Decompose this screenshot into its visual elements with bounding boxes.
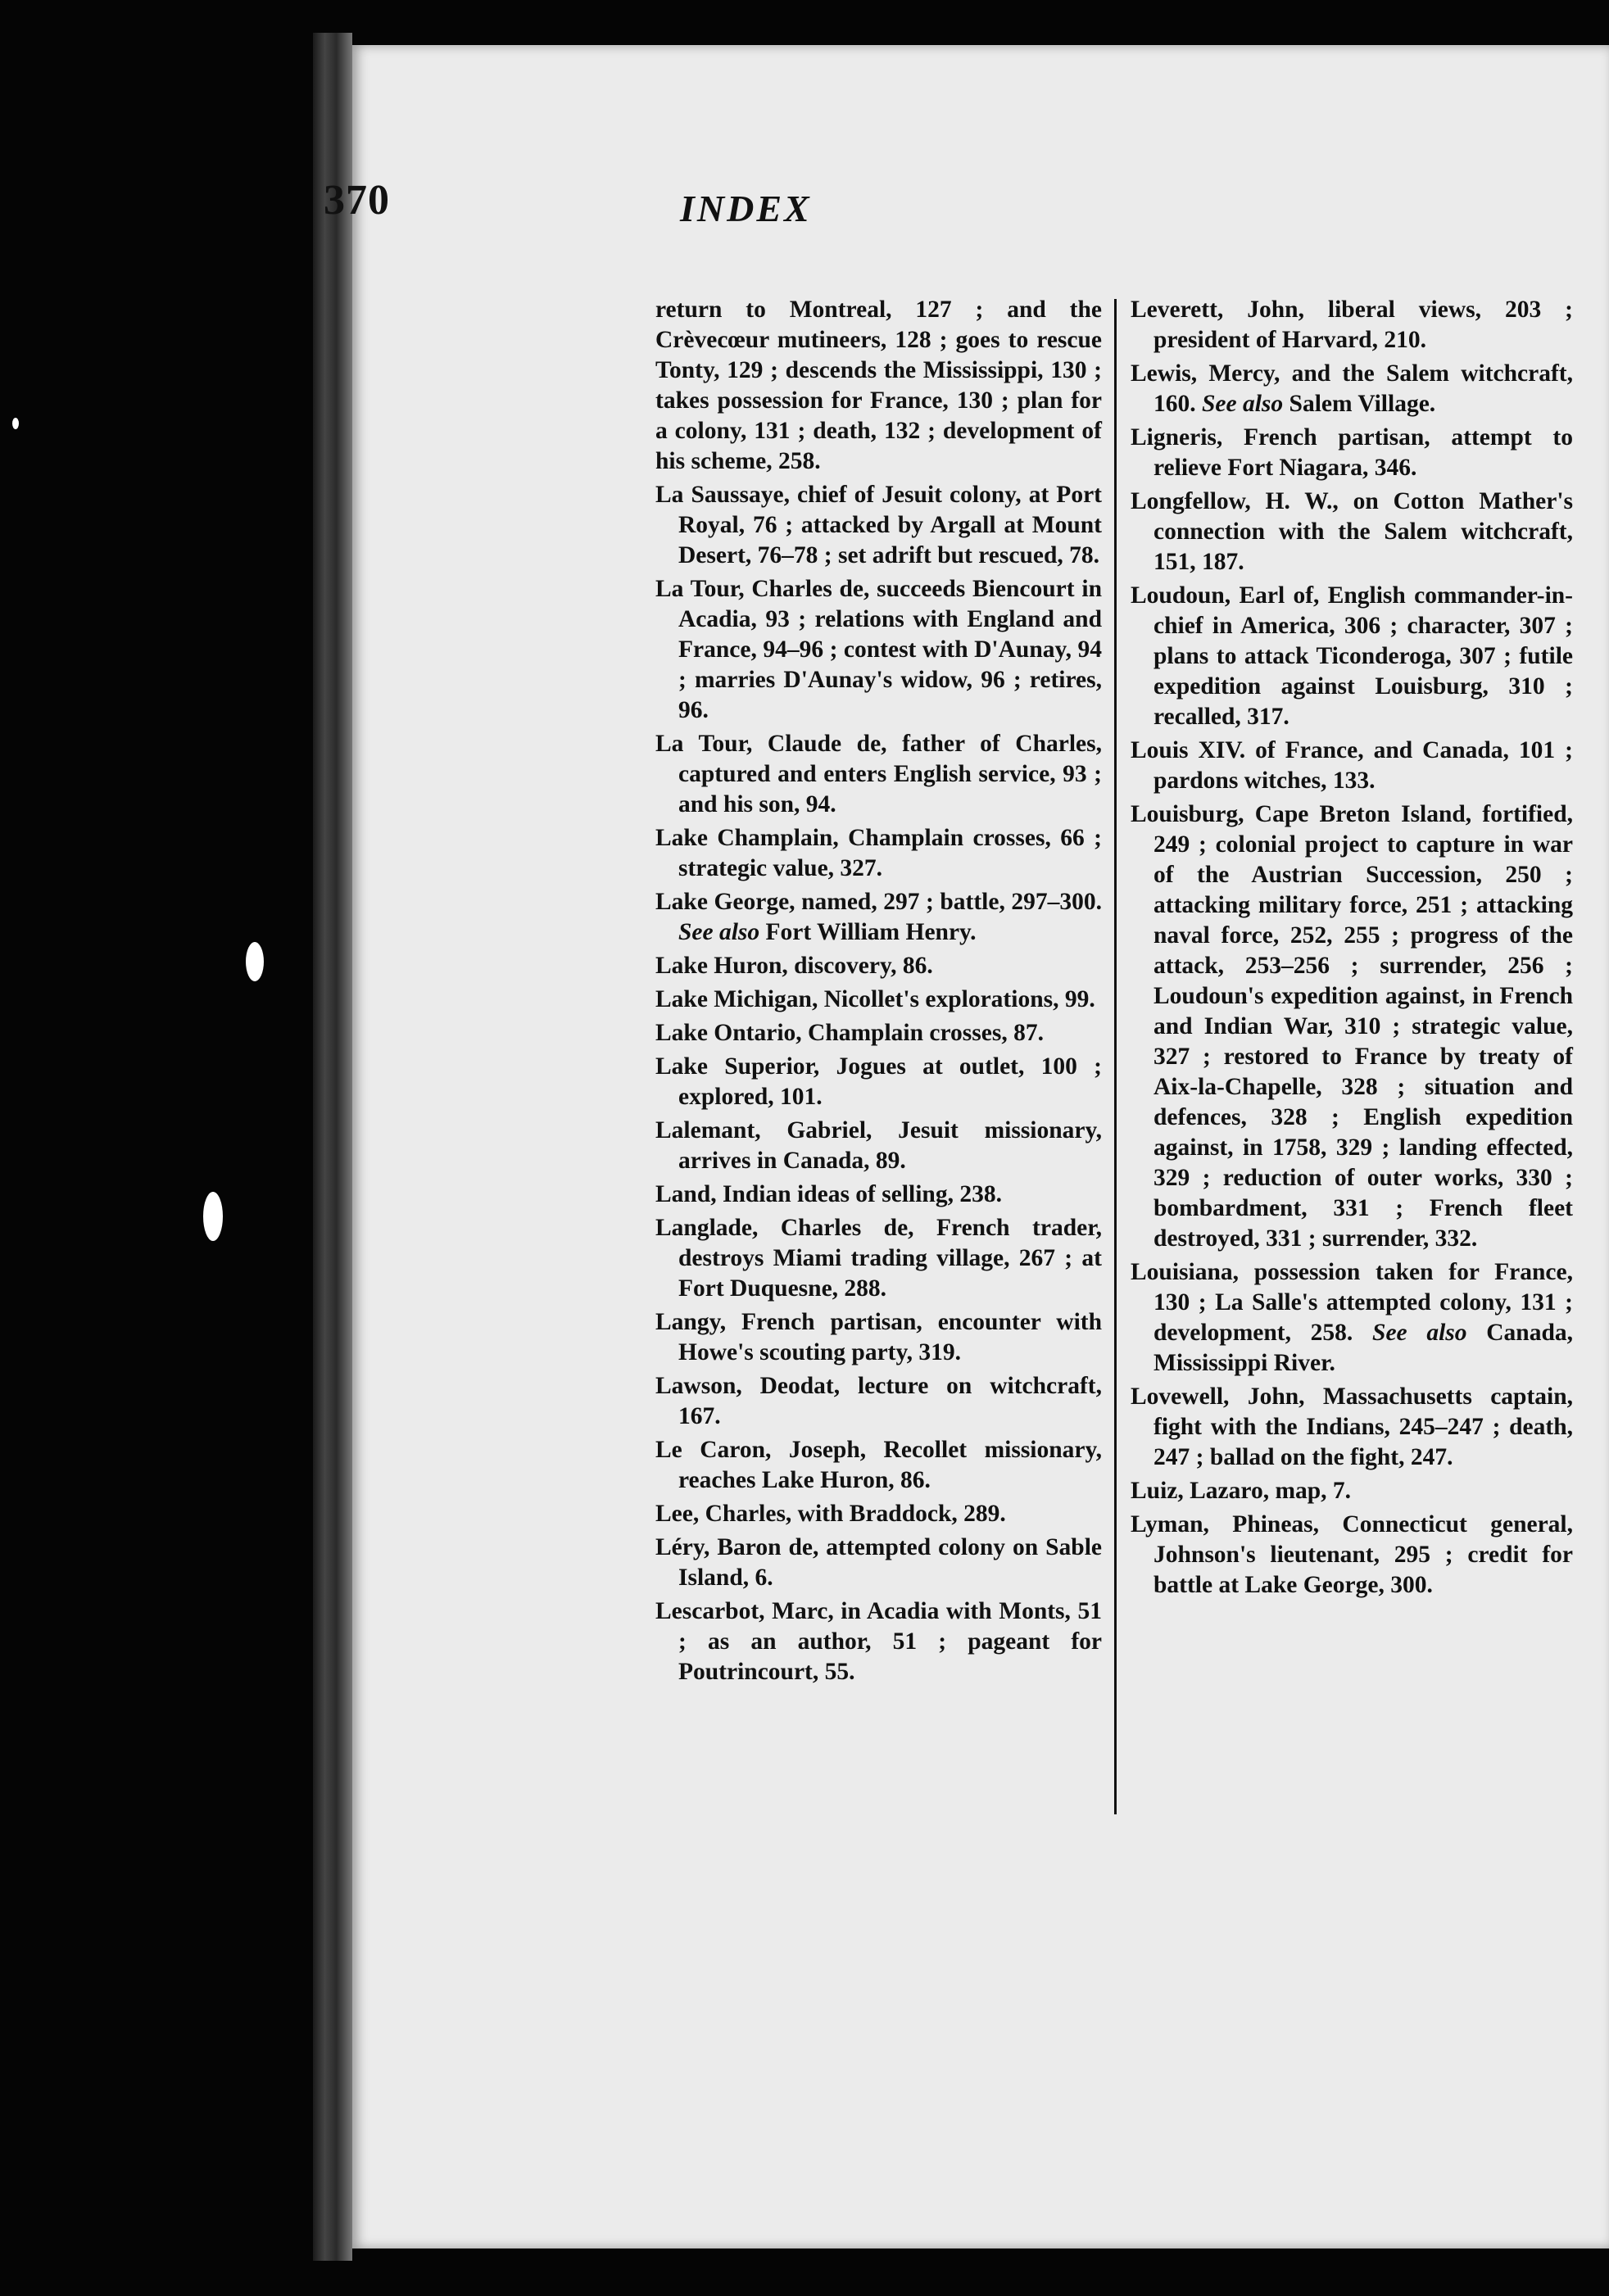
index-entry: La Tour, Claude de, father of Charles, captured and enters English service, 93 ; and his son, 94. <box>655 731 1102 817</box>
scan-speck <box>12 418 19 429</box>
index-entry: Langy, French partisan, encounter with Howe's scouting party, 319. <box>655 1309 1102 1365</box>
see-also-ref: See also <box>1202 391 1284 417</box>
page-number: 370 <box>324 177 390 224</box>
index-entry <box>655 887 1102 948</box>
index-column-right <box>1131 295 1573 1604</box>
entry-text: Salem Village. <box>1283 391 1436 417</box>
index-entry: Lyman, Phineas, Connecticut general, Johnson's lieutenant, 295 ; credit for battle at Lake George, 300. <box>1131 1511 1573 1598</box>
index-entry: Langlade, Charles de, French trader, destroys Miami trading village, 267 ; at Fort Duquesne, 288. <box>655 1215 1102 1302</box>
entry-text: Lewis, Mercy, and the Salem witchcraft, 160. <box>1131 360 1573 417</box>
index-entry: La Tour, Charles de, succeeds Biencourt in Acadia, 93 ; relations with England and France, 94–96 ; contest with D'Aunay, 94 ; marries D'Aunay's widow, 96 ; retires, 96. <box>655 576 1102 723</box>
index-entry-continuation: return to Montreal, 127 ; and the Crèvecœur mutineers, 128 ; goes to rescue Tonty, 129 ; descends the Mississippi, 130 ; takes possession for France, 130 ; plan for a colony, 131 ; death, 132 ; development of his scheme, 258. <box>655 297 1102 474</box>
index-entry: Lawson, Deodat, lecture on witchcraft, 167. <box>655 1373 1102 1429</box>
index-entry: Léry, Baron de, attempted colony on Sable Island, 6. <box>655 1534 1102 1591</box>
index-entry: Lake Superior, Jogues at outlet, 100 ; explored, 101. <box>655 1053 1102 1110</box>
index-entry <box>1131 1257 1573 1379</box>
index-entry: Lescarbot, Marc, in Acadia with Monts, 51 ; as an author, 51 ; pageant for Poutrincourt, 55. <box>655 1598 1102 1685</box>
scan-speck <box>203 1192 223 1241</box>
index-entry: La Saussaye, chief of Jesuit colony, at Port Royal, 76 ; attacked by Argall at Mount Desert, 76–78 ; set adrift but rescued, 78. <box>655 482 1102 568</box>
see-also-ref: See also <box>678 919 760 945</box>
index-column-left <box>655 295 1102 1691</box>
scan-speck <box>246 942 264 981</box>
index-entry: Le Caron, Joseph, Recollet missionary, reaches Lake Huron, 86. <box>655 1437 1102 1493</box>
index-entry: Lake Ontario, Champlain crosses, 87. <box>655 1020 1044 1046</box>
index-entry: Lovewell, John, Massachusetts captain, fight with the Indians, 245–247 ; death, 247 ; ballad on the fight, 247. <box>1131 1383 1573 1470</box>
index-entry: Louisburg, Cape Breton Island, fortified, 249 ; colonial project to capture in war of the Austrian Succession, 250 ; attacking military force, 251 ; attacking naval force, 252, 255 ; progress of the attack, 253–256 ; surrender, 256 ; Loudoun's expedition against, in French and Indian War, 310 ; strategic value, 327 ; restored to France by treaty of Aix-la-Chapelle, 328 ; situation and defences, 328 ; English expedition against, in 1758, 329 ; landing effected, 329 ; reduction of outer works, 330 ; bombardment, 331 ; French fleet destroyed, 331 ; surrender, 332. <box>1131 801 1573 1252</box>
index-entry <box>1131 359 1573 419</box>
book-binding-edge <box>313 33 352 2261</box>
index-entry: Lee, Charles, with Braddock, 289. <box>655 1501 1006 1527</box>
index-entry: Loudoun, Earl of, English commander-in-chief in America, 306 ; character, 307 ; plans to attack Ticonderoga, 307 ; futile expedition against Louisburg, 310 ; recalled, 317. <box>1131 582 1573 730</box>
index-entry: Lake Champlain, Champlain crosses, 66 ; strategic value, 327. <box>655 825 1102 881</box>
index-entry: Louis XIV. of France, and Canada, 101 ; pardons witches, 133. <box>1131 737 1573 794</box>
see-also-ref: See also <box>1372 1320 1467 1346</box>
index-entry: Land, Indian ideas of selling, 238. <box>655 1181 1002 1207</box>
running-head: INDEX <box>680 188 812 229</box>
index-entry: Lake Huron, discovery, 86. <box>655 953 933 979</box>
index-entry: Longfellow, H. W., on Cotton Mather's connection with the Salem witchcraft, 151, 187. <box>1131 488 1573 575</box>
index-entry: Lalemant, Gabriel, Jesuit missionary, arrives in Canada, 89. <box>655 1117 1102 1174</box>
entry-text: Lake George, named, 297 ; battle, 297–300. <box>655 889 1102 915</box>
entry-text: Louisiana, possession taken for France, 130 ; La Salle's attempted colony, 131 ; development, 258. <box>1131 1259 1573 1346</box>
index-entry: Leverett, John, liberal views, 203 ; president of Harvard, 210. <box>1131 297 1573 353</box>
entry-text: Fort William Henry. <box>759 919 977 945</box>
column-rule <box>1114 299 1117 1814</box>
entry-text: Canada, Mississippi River. <box>1153 1320 1573 1376</box>
index-entry: Ligneris, French partisan, attempt to relieve Fort Niagara, 346. <box>1131 424 1573 481</box>
index-entry: Lake Michigan, Nicollet's explorations, 99. <box>655 986 1095 1012</box>
index-entry: Luiz, Lazaro, map, 7. <box>1131 1478 1352 1504</box>
